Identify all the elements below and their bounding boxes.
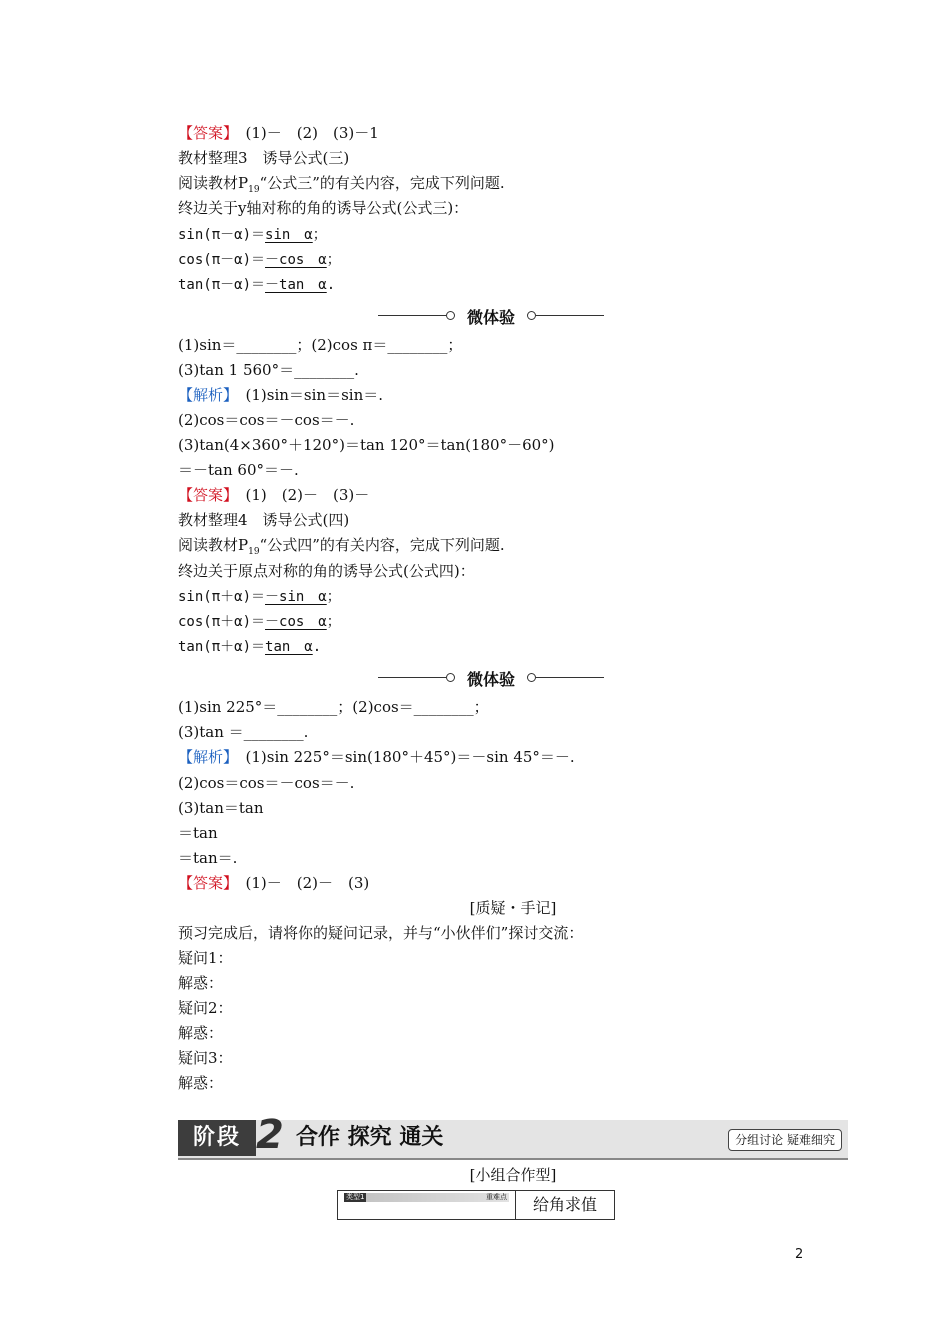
line-text: 解惑： (178, 974, 224, 992)
line-text: (3)tan ＝________. (178, 723, 309, 741)
divider-rule-left (378, 677, 446, 678)
text-line (178, 485, 369, 505)
text-line (178, 249, 341, 270)
type-bar (344, 1193, 509, 1202)
text-line (178, 873, 369, 893)
line-text: (2)cos＝cos＝－cos＝－. (178, 774, 355, 792)
divider-rule-right (536, 315, 604, 316)
text-line (178, 998, 233, 1018)
type-tag: 重难点 (486, 1193, 507, 1201)
page-subscript: 19 (248, 185, 260, 195)
section-tag: 【解析】 (178, 748, 231, 766)
text-line (178, 535, 505, 562)
text-line (178, 773, 354, 793)
notes-header: [质疑・手记] (469, 899, 557, 917)
divider-rule-left (378, 315, 446, 316)
line-text: 解惑： (178, 1024, 224, 1042)
line-text: 疑问1： (178, 949, 233, 967)
type-title: 给角求值 (532, 1195, 597, 1214)
text-line (178, 360, 359, 380)
text-line (178, 435, 555, 455)
text-line (178, 385, 383, 405)
stage-number: 2 (256, 1112, 284, 1158)
text-line (178, 410, 354, 430)
text-line (178, 848, 237, 868)
section-divider (378, 305, 604, 325)
line-text: 终边关于原点对称的角的诱导公式(公式四)： (178, 562, 475, 580)
line-text: (1)sin 225°＝________；(2)cos＝________； (178, 698, 489, 716)
line-text: ＝－tan 60°＝－. (178, 461, 299, 479)
text-line (178, 923, 583, 943)
divider-label: 微体验 (466, 308, 515, 327)
text-line (178, 722, 308, 742)
line-text: (1)sin＝sin＝sin＝. (230, 386, 383, 404)
text-line (178, 798, 264, 818)
line-text: (1) (2)－ (3)－ (230, 486, 370, 504)
text-line (178, 460, 299, 480)
page-number: 2 (795, 1247, 804, 1262)
divider-dot-left (446, 311, 455, 320)
line-text: ＝tan＝. (178, 849, 238, 867)
line-text: 疑问2： (178, 999, 233, 1017)
text-line (178, 636, 321, 657)
group-header: [小组合作型] (469, 1166, 557, 1184)
formula-answer: －cos α (265, 252, 327, 268)
line-text: (1)－ (2) (3)－1 (230, 124, 379, 142)
divider-dot-left (446, 673, 455, 682)
formula-answer: sin α (265, 227, 313, 243)
formula-suffix: . (326, 277, 336, 293)
type-box-left (338, 1191, 516, 1219)
line-text: 教材整理4 诱导公式(四) (178, 511, 350, 529)
text-line (178, 948, 233, 968)
stage-pill: 分组讨论 疑难细究 (728, 1129, 842, 1151)
formula-answer: －tan α (265, 277, 327, 293)
formula-prefix: tan(π－α)＝ (178, 277, 266, 293)
formula-suffix: ； (326, 614, 341, 630)
text-line (178, 973, 223, 993)
text-line (178, 823, 218, 843)
divider-dot-right (527, 311, 536, 320)
text-line (178, 1048, 233, 1068)
section-tag: 【解析】 (178, 386, 231, 404)
line-text: (1)sin＝________；(2)cos π＝________； (178, 336, 463, 354)
formula-answer: －cos α (265, 614, 327, 630)
line-text: (3)tan(4×360°＋120°)＝tan 120°＝tan(180°－60°) (178, 436, 555, 454)
section-tag: 【答案】 (178, 874, 231, 892)
text-line (178, 148, 349, 168)
formula-answer: tan α (265, 639, 313, 655)
formula-prefix: cos(π－α)＝ (178, 252, 266, 268)
line-text: (1)－ (2)－ (3) (230, 874, 370, 892)
formula-prefix: tan(π＋α)＝ (178, 639, 266, 655)
text-line (178, 747, 575, 767)
line-text: (1)sin 225°＝sin(180°＋45°)＝－sin 45°＝－. (230, 748, 575, 766)
text-line (178, 123, 379, 143)
text-line (178, 561, 475, 581)
divider-rule-right (536, 677, 604, 678)
text-line (178, 697, 489, 717)
line-text: (3)tan 1 560°＝________. (178, 361, 359, 379)
page-subscript: 19 (248, 547, 260, 557)
line-text: 终边关于y轴对称的角的诱导公式(公式三)： (178, 199, 469, 217)
line-text: 疑问3： (178, 1049, 233, 1067)
stage-banner (178, 1112, 848, 1160)
section-tag: 【答案】 (178, 124, 231, 142)
line-text: 教材整理3 诱导公式(三) (178, 149, 350, 167)
type-box (337, 1190, 615, 1220)
line-text: “公式四”的有关内容，完成下列问题. (259, 536, 505, 554)
stage-title: 合作 探究 通关 (296, 1125, 444, 1150)
section-divider (378, 667, 604, 687)
text-line (178, 586, 341, 607)
section-tag: 【答案】 (178, 486, 231, 504)
formula-suffix: . (312, 639, 322, 655)
text-line (178, 1073, 223, 1093)
formula-prefix: sin(π＋α)＝ (178, 589, 266, 605)
line-text: 阅读教材P (178, 536, 249, 554)
text-line (178, 611, 341, 632)
text-line (178, 173, 505, 200)
divider-label: 微体验 (466, 670, 515, 689)
line-text: (3)tan＝tan (178, 799, 264, 817)
text-line (178, 510, 349, 530)
text-line (178, 1023, 223, 1043)
formula-suffix: ； (326, 589, 341, 605)
text-line (178, 224, 327, 245)
line-text: 解惑： (178, 1074, 224, 1092)
line-text: 预习完成后，请将你的疑问记录，并与“小伙伴们”探讨交流： (178, 924, 584, 942)
divider-dot-right (527, 673, 536, 682)
formula-answer: －sin α (265, 589, 327, 605)
text-line (178, 198, 468, 218)
line-text: (2)cos＝cos＝－cos＝－. (178, 411, 355, 429)
formula-prefix: cos(π＋α)＝ (178, 614, 266, 630)
line-text: “公式三”的有关内容，完成下列问题. (259, 174, 505, 192)
type-badge: 类型1 (346, 1193, 365, 1201)
formula-suffix: ； (312, 227, 327, 243)
stage-block: 阶段 (178, 1120, 256, 1156)
formula-suffix: ； (326, 252, 341, 268)
text-line (178, 274, 335, 295)
line-text: ＝tan (178, 824, 218, 842)
text-line (178, 335, 462, 355)
formula-prefix: sin(π－α)＝ (178, 227, 266, 243)
line-text: 阅读教材P (178, 174, 249, 192)
